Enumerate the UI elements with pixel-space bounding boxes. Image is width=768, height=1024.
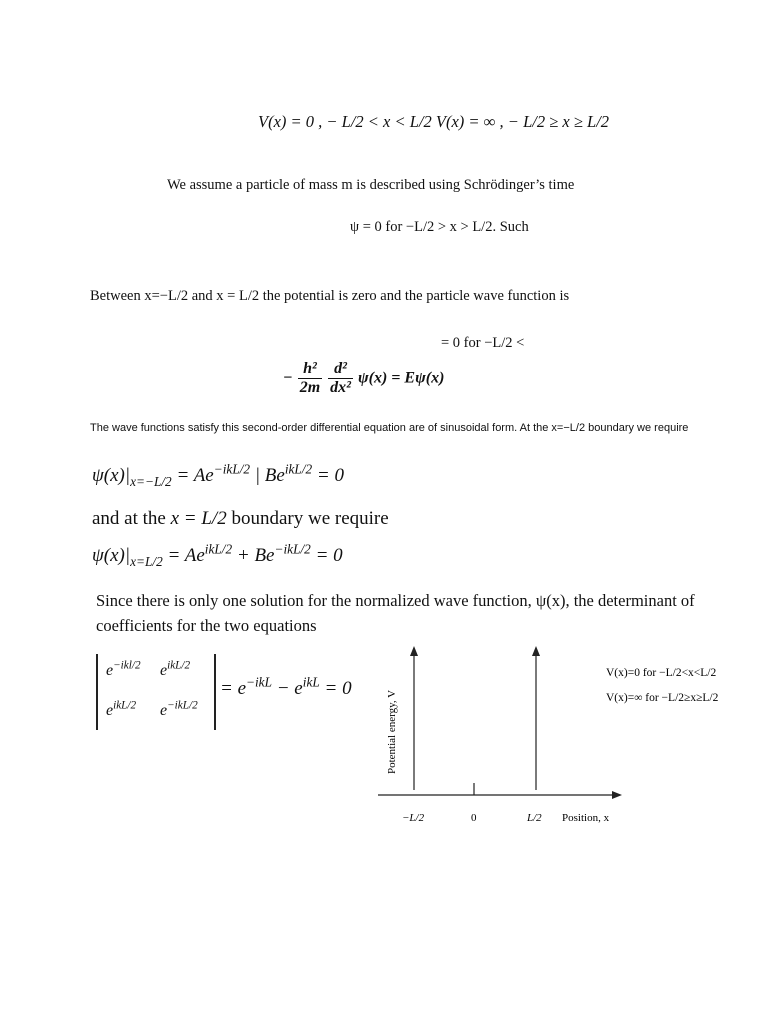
paragraph-since-determinant: Since there is only one solution for the normalized wave function, ψ(x), the determinant of coefficients for the two equations: [96, 591, 695, 635]
schrodinger-equation: [283, 360, 444, 408]
determinant-result: [220, 674, 352, 700]
determinant-equation: [94, 652, 364, 732]
base: e: [106, 702, 114, 719]
math-inline: x = L/2: [170, 508, 227, 529]
exponent: ikL/2: [204, 541, 233, 557]
boundary-condition-left: [92, 461, 344, 489]
paragraph-psi-zero: ψ = 0 for −L/2 > x > L/2. Such: [350, 219, 529, 235]
exponent: −ikl/2: [113, 659, 141, 672]
text-part: boundary we require: [226, 508, 389, 529]
psi-symbol: ψ(x)|: [92, 545, 131, 566]
legend-line-1: V(x)=0 for −L/2<x<L/2: [606, 667, 717, 679]
term: = 0: [312, 465, 344, 486]
left-wall-arrowhead: [410, 646, 418, 656]
y-axis-label: Potential energy, V: [386, 689, 398, 774]
paragraph-between-walls: Between x=−L/2 and x = L/2 the potential is zero and the particle wave function is: [90, 288, 570, 304]
paragraph-assume-particle: We assume a particle of mass m is described using Schrödinger’s time: [167, 177, 575, 193]
term: = e: [220, 678, 247, 699]
right-wall-arrowhead: [532, 646, 540, 656]
boundary-condition-right: [92, 541, 343, 569]
tick-label-pos: L/2: [527, 812, 542, 824]
exponent: ikL/2: [167, 659, 191, 672]
paragraph-wave-functions: The wave functions satisfy this second-order differential equation are of sinusoidal form. At the x=−L/2 boundary we require: [90, 422, 689, 434]
determinant-right-bar: [214, 654, 216, 730]
determinant-cell-21: [106, 699, 137, 720]
subscript: x=L/2: [130, 553, 163, 569]
term: − e: [271, 678, 303, 699]
infinite-well-svg: [370, 640, 750, 840]
tick-label-zero: 0: [471, 812, 477, 824]
text-part: and at the: [92, 508, 171, 529]
term: = 0: [310, 545, 343, 566]
psi-symbol: ψ(x)|: [92, 465, 131, 486]
exponent: −ikL: [246, 674, 272, 690]
subscript: x=−L/2: [130, 473, 172, 489]
x-axis-label: Position, x: [562, 812, 610, 824]
determinant-cell-22: [160, 699, 198, 720]
determinant-left-bar: [96, 654, 98, 730]
paragraph-zero-for: = 0 for −L/2 <: [441, 335, 525, 351]
base: e: [160, 662, 168, 679]
fraction-numerator: h²: [298, 360, 322, 379]
paragraph-and-at-boundary: [92, 508, 389, 530]
term: = Ae: [171, 465, 214, 486]
fraction-d2-over-dx2: [328, 360, 353, 397]
infinite-well-diagram: [370, 640, 750, 845]
base: e: [160, 702, 168, 719]
minus-sign: −: [283, 369, 293, 387]
term: = 0: [319, 678, 352, 699]
fraction-denominator: dx²: [330, 379, 351, 396]
term: + Be: [232, 545, 275, 566]
determinant-cell-12: [160, 659, 191, 680]
determinant-cell-11: [106, 659, 141, 680]
x-axis-arrowhead: [612, 791, 622, 799]
exponent: ikL/2: [284, 461, 313, 477]
exponent: −ikL/2: [213, 461, 251, 477]
term: = Ae: [162, 545, 205, 566]
base: e: [106, 662, 114, 679]
fraction-denominator: 2m: [299, 379, 321, 396]
equation-rhs: ψ(x) = Eψ(x): [357, 369, 445, 387]
fraction-numerator: d²: [328, 360, 353, 379]
term: | Be: [250, 465, 285, 486]
exponent: ikL/2: [113, 699, 137, 712]
legend-line-2: V(x)=∞ for −L/2≥x≥L/2: [606, 692, 719, 704]
exponent: −ikL/2: [167, 699, 198, 712]
exponent: ikL: [302, 674, 320, 690]
tick-label-neg: −L/2: [402, 812, 425, 824]
potential-equation: V(x) = 0 , − L/2 < x < L/2 V(x) = ∞ , − L/2 ≥ x ≥ L/2: [258, 112, 610, 131]
exponent: −ikL/2: [274, 541, 311, 557]
fraction-h-squared-over-2m: [298, 360, 322, 397]
